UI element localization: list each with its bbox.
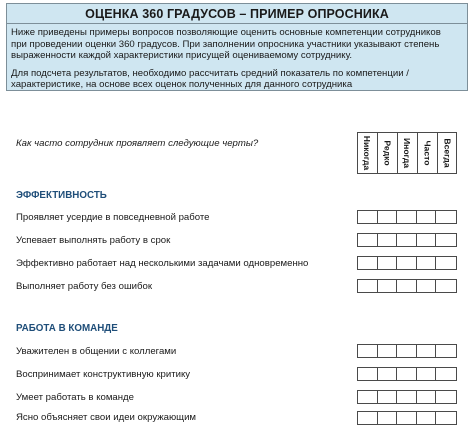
rating-cell-often[interactable] [417, 234, 437, 246]
question-item: Воспринимает конструктивную критику [16, 369, 191, 380]
intro-line: при проведении оценки 360 градусов. При заполнении опросника участники указывают степень [11, 38, 440, 50]
rating-cell-never[interactable] [358, 280, 378, 292]
rating-cell-rarely[interactable] [378, 211, 398, 223]
rating-cell-sometimes[interactable] [397, 368, 417, 380]
rating-cell-often[interactable] [417, 391, 437, 403]
frequency-column-always [438, 133, 458, 173]
rating-cell-never[interactable] [358, 412, 378, 424]
rating-row [357, 256, 457, 270]
rating-cell-often[interactable] [417, 257, 437, 269]
rating-cell-never[interactable] [358, 257, 378, 269]
question-item: Уважителен в общении с коллегами [16, 346, 177, 357]
rating-cell-rarely[interactable] [378, 280, 398, 292]
page-title: ОЦЕНКА 360 ГРАДУСОВ – ПРИМЕР ОПРОСНИКА [6, 3, 468, 24]
section-title-efficiency: ЭФФЕКТИВНОСТЬ [16, 190, 107, 201]
rating-cell-never[interactable] [358, 368, 378, 380]
rating-cell-always[interactable] [436, 257, 456, 269]
rating-cell-sometimes[interactable] [397, 412, 417, 424]
rating-cell-never[interactable] [358, 211, 378, 223]
rating-row [357, 411, 457, 425]
question-item: Успевает выполнять работу в срок [16, 235, 171, 246]
frequency-header [357, 132, 457, 174]
rating-cell-always[interactable] [436, 280, 456, 292]
rating-cell-always[interactable] [436, 234, 456, 246]
rating-cell-often[interactable] [417, 368, 437, 380]
rating-cell-often[interactable] [417, 345, 437, 357]
rating-cell-often[interactable] [417, 412, 437, 424]
intro-line: характеристике, на основе всех оценок полученных для данного сотрудника [11, 79, 353, 91]
frequency-label: Иногда [402, 137, 413, 169]
rating-cell-sometimes[interactable] [397, 345, 417, 357]
frequency-label: Редко [382, 140, 393, 166]
rating-cell-rarely[interactable] [378, 368, 398, 380]
question-item: Выполняет работу без ошибок [16, 281, 153, 292]
rating-cell-sometimes[interactable] [397, 211, 417, 223]
frequency-label: Никогда [362, 135, 373, 171]
rating-cell-often[interactable] [417, 211, 437, 223]
rating-cell-never[interactable] [358, 391, 378, 403]
rating-cell-always[interactable] [436, 391, 456, 403]
rating-row [357, 390, 457, 404]
intro-line: Ниже приведены примеры вопросов позволяющие оценить основные компетенции сотрудников [11, 27, 441, 38]
rating-cell-always[interactable] [436, 345, 456, 357]
rating-cell-rarely[interactable] [378, 412, 398, 424]
frequency-column-sometimes [398, 133, 418, 173]
intro-line: выраженности каждой характеристики присущей оцениваемому сотруднику. [11, 50, 353, 62]
rating-cell-always[interactable] [436, 368, 456, 380]
rating-cell-often[interactable] [417, 280, 437, 292]
rating-row [357, 233, 457, 247]
question-item: Ясно объясняет свои идеи окружающим [16, 412, 197, 423]
rating-cell-rarely[interactable] [378, 345, 398, 357]
section-title-teamwork: РАБОТА В КОМАНДЕ [16, 323, 118, 334]
frequency-label: Всегда [443, 138, 454, 168]
question-item: Умеет работать в команде [16, 392, 134, 403]
frequency-column-never [358, 133, 378, 173]
rating-row [357, 279, 457, 293]
question-prompt: Как часто сотрудник проявляет следующие черты? [16, 138, 259, 149]
rating-cell-rarely[interactable] [378, 257, 398, 269]
rating-cell-always[interactable] [436, 211, 456, 223]
intro-line: Для подсчета результатов, необходимо рассчитать средний показатель по компетенции / [11, 67, 409, 79]
question-item: Эффективно работает над несколькими задачами одновременно [16, 258, 309, 269]
frequency-column-often [418, 133, 438, 173]
intro-panel [6, 24, 468, 91]
rating-cell-sometimes[interactable] [397, 280, 417, 292]
rating-cell-rarely[interactable] [378, 391, 398, 403]
frequency-label: Часто [422, 140, 433, 166]
rating-cell-sometimes[interactable] [397, 391, 417, 403]
rating-cell-sometimes[interactable] [397, 257, 417, 269]
rating-cell-always[interactable] [436, 412, 456, 424]
rating-cell-never[interactable] [358, 234, 378, 246]
question-item: Проявляет усердие в повседневной работе [16, 212, 210, 223]
frequency-column-rarely [378, 133, 398, 173]
rating-row [357, 344, 457, 358]
rating-cell-sometimes[interactable] [397, 234, 417, 246]
rating-row [357, 367, 457, 381]
rating-cell-rarely[interactable] [378, 234, 398, 246]
rating-cell-never[interactable] [358, 345, 378, 357]
rating-row [357, 210, 457, 224]
